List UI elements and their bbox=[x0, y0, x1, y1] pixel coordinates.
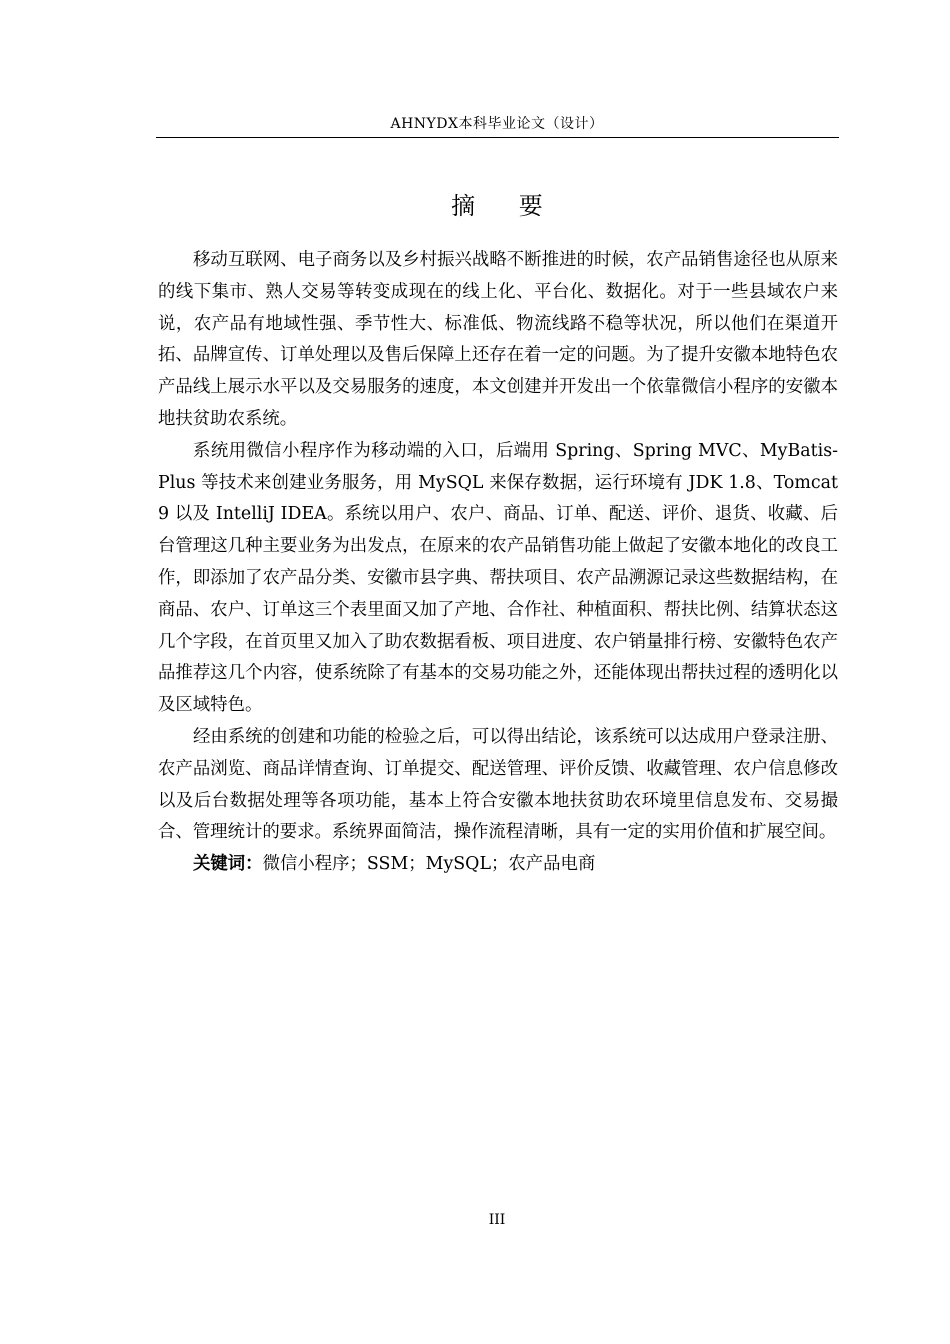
running-header: AHNYDX本科毕业论文（设计） bbox=[390, 116, 604, 132]
section-title: 摘 要 bbox=[451, 192, 561, 220]
keywords-line bbox=[158, 849, 838, 881]
abstract-paragraph-3: 经由系统的创建和功能的检验之后，可以得出结论，该系统可以达成用户登录注册、农产品浏览、商品详情查询、订单提交、配送管理、评价反馈、收藏管理、农户信息修改以及后台数据处理等各项功能，基本上符合安徽本地扶贫助农环境里信息发布、交易撮合、管理统计的要求。系统界面简洁，操作流程清晰，具有一定的实用价值和扩展空间。 bbox=[158, 726, 838, 843]
abstract-body bbox=[158, 245, 838, 881]
page-number: III bbox=[488, 1212, 506, 1228]
keywords-value: 微信小程序；SSM；MySQL；农产品电商 bbox=[262, 854, 596, 875]
abstract-paragraph-1: 移动互联网、电子商务以及乡村振兴战略不断推进的时候，农产品销售途径也从原来的线下集市、熟人交易等转变成现在的线上化、平台化、数据化。对于一些县域农户来说，农产品有地域性强、季节性大、标准低、物流线路不稳等状况，所以他们在渠道开拓、品牌宣传、订单处理以及售后保障上还存在着一定的问题。为了提升安徽本地特色农产品线上展示水平以及交易服务的速度，本文创建并开发出一个依靠微信小程序的安徽本地扶贫助农系统。 bbox=[158, 250, 838, 429]
header-rule bbox=[156, 137, 839, 138]
abstract-paragraph-2: 系统用微信小程序作为移动端的入口，后端用 Spring、Spring MVC、MyBatis-Plus 等技术来创建业务服务，用 MySQL 来保存数据，运行环境有 JDK 1.8、Tomcat 9 以及 IntelliJ IDEA。系统以用户、农户、商品、订单、配送、评价、退货、收藏、后台管理这几种主要业务为出发点，在原来的农产品销售功能上做起了安徽本地化的改良工作，即添加了农产品分类、安徽市县字典、帮扶项目、农产品溯源记录这些数据结构，在商品、农户、订单这三个表里面又加了产地、合作社、种植面积、帮扶比例、结算状态这几个字段，在首页里又加入了助农数据看板、项目进度、农户销量排行榜、安徽特色农产品推荐这几个内容，使系统除了有基本的交易功能之外，还能体现出帮扶过程的透明化以及区域特色。 bbox=[158, 440, 838, 716]
keywords-label: 关键词： bbox=[193, 854, 263, 875]
